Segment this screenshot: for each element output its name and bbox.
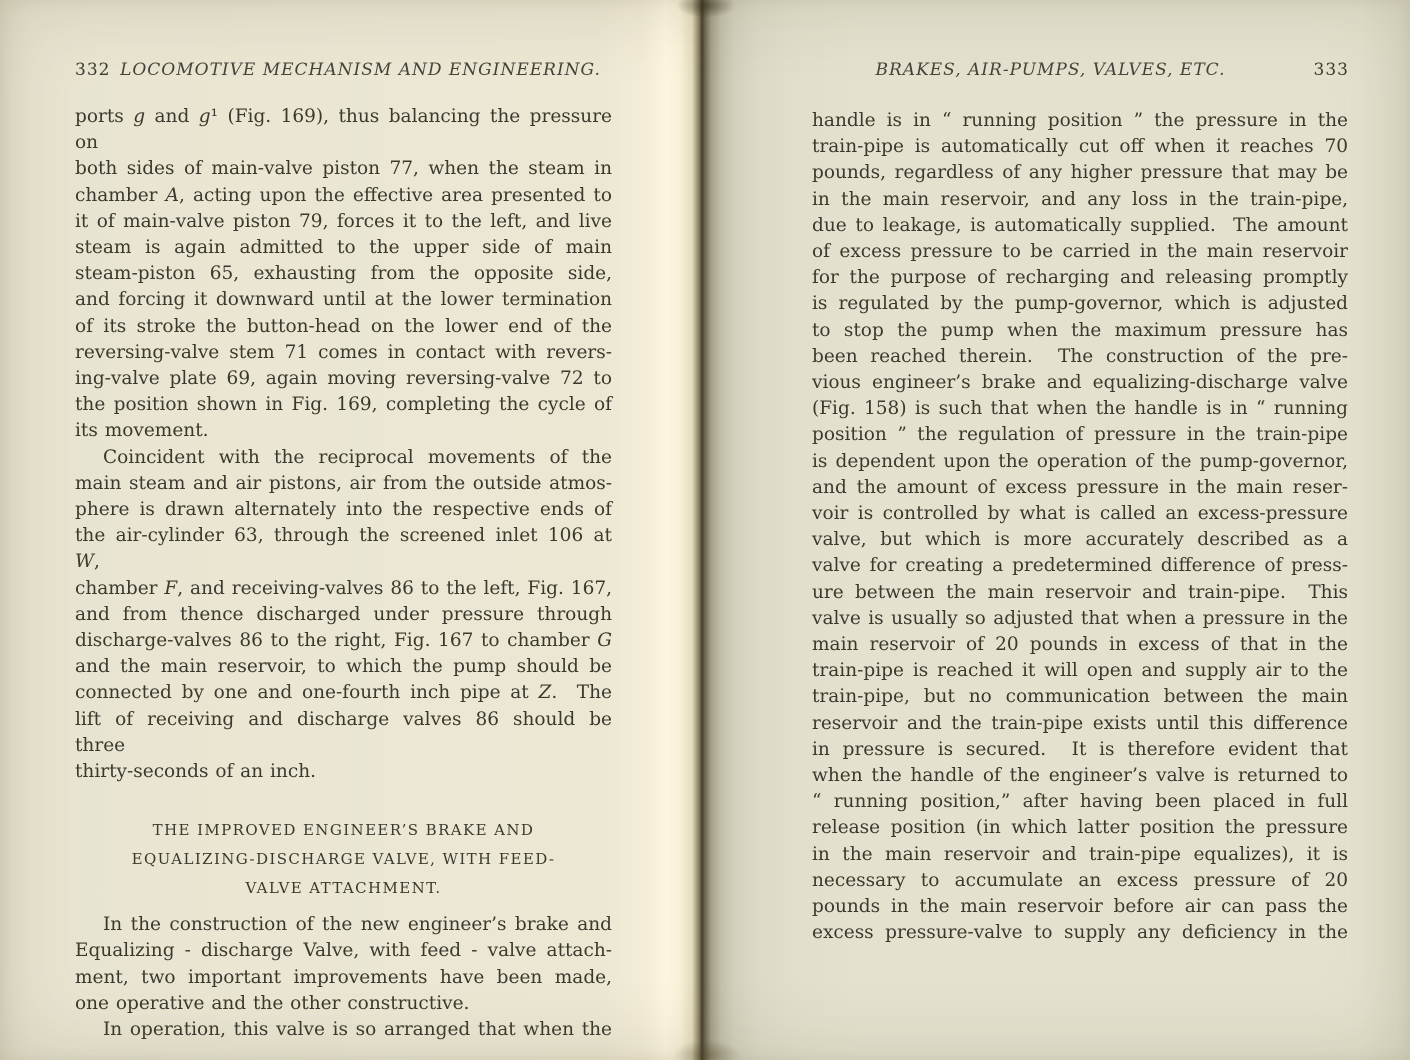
page-body-left (75, 104, 612, 1043)
text-line: ment, two important improvements have been made, (75, 966, 612, 988)
text-line: ure between the main reservoir and train-pipe. This (812, 581, 1348, 603)
text-line: and the amount of excess pressure in the main reser- (812, 476, 1348, 498)
text-line: thirty-seconds of an inch. (75, 761, 316, 783)
text-line: pounds in the main reservoir before air can pass the (812, 896, 1348, 918)
text-line: its movement. (75, 420, 209, 442)
running-head-left (75, 60, 612, 86)
text-line: both sides of main-valve piston 77, when the steam in (75, 158, 612, 180)
paragraph (812, 108, 1348, 947)
text-line: steam is again admitted to the upper side of main (75, 237, 612, 259)
text-line: and from thence discharged under pressure through (75, 603, 612, 625)
gutter-shadow-bottom (672, 1040, 742, 1060)
text-line: handle is in “ running position ” the pressure in the (812, 110, 1348, 131)
text-line: of excess pressure to be carried in the main reservoir (812, 241, 1348, 263)
page-right (700, 0, 1410, 1060)
text-line: phere is drawn alternately into the respective ends of (75, 499, 612, 521)
text-line: valve, but which is more accurately described as a (812, 529, 1348, 551)
page-left (0, 0, 700, 1060)
text-line: one operative and the other constructive. (75, 992, 470, 1014)
text-line: In the construction of the new engineer’s brake and (103, 914, 612, 936)
running-head-right (812, 60, 1349, 86)
paragraph (75, 104, 612, 445)
text-line: valve is usually so adjusted that when a pressure in the (812, 607, 1348, 629)
text-line: train-pipe is automatically cut off when it reaches 70 (812, 136, 1348, 158)
text-line: ports g and g¹ (Fig. 169), thus balancing the pressure on (75, 106, 612, 154)
heading-line: EQUALIZING-DISCHARGE VALVE, WITH FEED- (131, 850, 556, 869)
text-line: to stop the pump when the maximum pressure has (812, 319, 1348, 341)
text-line: position ” the regulation of pressure in the train-pipe (812, 424, 1348, 446)
heading-line: VALVE ATTACHMENT. (245, 879, 442, 898)
text-line: is regulated by the pump-governor, which is adjusted (812, 293, 1348, 315)
text-line: release position (in which latter position the pressure (812, 817, 1348, 839)
text-line: the position shown in Fig. 169, completing the cycle of (75, 394, 612, 416)
page-number-right: 333 (1313, 60, 1349, 80)
text-line: and forcing it downward until at the lower termination (75, 289, 612, 311)
text-line: in the main reservoir, and any loss in the train-pipe, (812, 188, 1348, 210)
paragraph (75, 445, 612, 786)
text-line: it of main-valve piston 79, forces it to the left, and live (75, 210, 612, 232)
text-line: (Fig. 158) is such that when the handle is in “ running (812, 398, 1348, 420)
heading-line: THE IMPROVED ENGINEER’S BRAKE AND (152, 821, 535, 840)
text-line: and the main reservoir, to which the pump should be (75, 656, 612, 678)
text-line: when the handle of the engineer’s valve is returned to (812, 765, 1348, 787)
text-line: ing-valve plate 69, again moving reversing-valve 72 to (75, 368, 612, 390)
text-line: vious engineer’s brake and equalizing-discharge valve (812, 372, 1348, 394)
text-line: main reservoir of 20 pounds in excess of that in the (812, 634, 1348, 656)
text-line: excess pressure-valve to supply any deficiency in the (812, 922, 1348, 944)
text-line: lift of receiving and discharge valves 86 should be three (75, 708, 612, 756)
text-line: necessary to accumulate an excess pressure of 20 (812, 869, 1348, 891)
text-line: main steam and air pistons, air from the outside atmos- (75, 472, 612, 494)
text-line: chamber F, and receiving-valves 86 to the left, Fig. 167, (75, 577, 612, 599)
section-heading (75, 816, 612, 903)
text-line: discharge-valves 86 to the right, Fig. 167 to chamber G (75, 630, 612, 652)
running-title-right: BRAKES, AIR-PUMPS, VALVES, ETC. (875, 60, 1226, 80)
text-line: steam-piston 65, exhausting from the opposite side, (75, 263, 612, 285)
text-line: reservoir and the train-pipe exists until this difference (812, 712, 1348, 734)
text-line: is dependent upon the operation of the pump-governor, (812, 450, 1348, 472)
text-line: pounds, regardless of any higher pressure that may be (812, 162, 1348, 184)
text-line: chamber A, acting upon the effective area presented to (75, 184, 612, 206)
text-line: in pressure is secured. It is therefore evident that (812, 738, 1348, 760)
text-line: train-pipe, but no communication between the main (812, 686, 1348, 708)
text-line: been reached therein. The construction of the pre- (812, 345, 1348, 367)
text-line: “ running position,” after having been placed in full (812, 791, 1348, 813)
paragraph (75, 912, 612, 1017)
page-body-right (812, 108, 1348, 947)
paragraph (75, 1017, 612, 1043)
text-line: valve for creating a predetermined difference of press- (812, 555, 1348, 577)
text-line: reversing-valve stem 71 comes in contact with revers- (75, 341, 612, 363)
text-line: connected by one and one-fourth inch pipe at Z. The (75, 682, 612, 704)
text-line: due to leakage, is automatically supplied. The amount (812, 214, 1348, 236)
gutter-shadow-top (676, 0, 736, 18)
text-line: Coincident with the reciprocal movements of the (103, 446, 612, 468)
text-line: the air-cylinder 63, through the screened inlet 106 at W, (75, 525, 612, 573)
text-line: of its stroke the button-head on the lower end of the (75, 315, 612, 337)
running-title-left: LOCOMOTIVE MECHANISM AND ENGINEERING. (120, 60, 601, 80)
text-line: in the main reservoir and train-pipe equalizes), it is (812, 843, 1348, 865)
text-line: Equalizing - discharge Valve, with feed - valve attach- (75, 940, 612, 962)
page-number-left: 332 (75, 60, 111, 80)
text-line: In operation, this valve is so arranged that when the (103, 1019, 612, 1041)
text-line: train-pipe is reached it will open and supply air to the (812, 660, 1348, 682)
text-line: for the purpose of recharging and releasing promptly (812, 267, 1348, 289)
text-line: voir is controlled by what is called an excess-pressure (812, 503, 1348, 525)
